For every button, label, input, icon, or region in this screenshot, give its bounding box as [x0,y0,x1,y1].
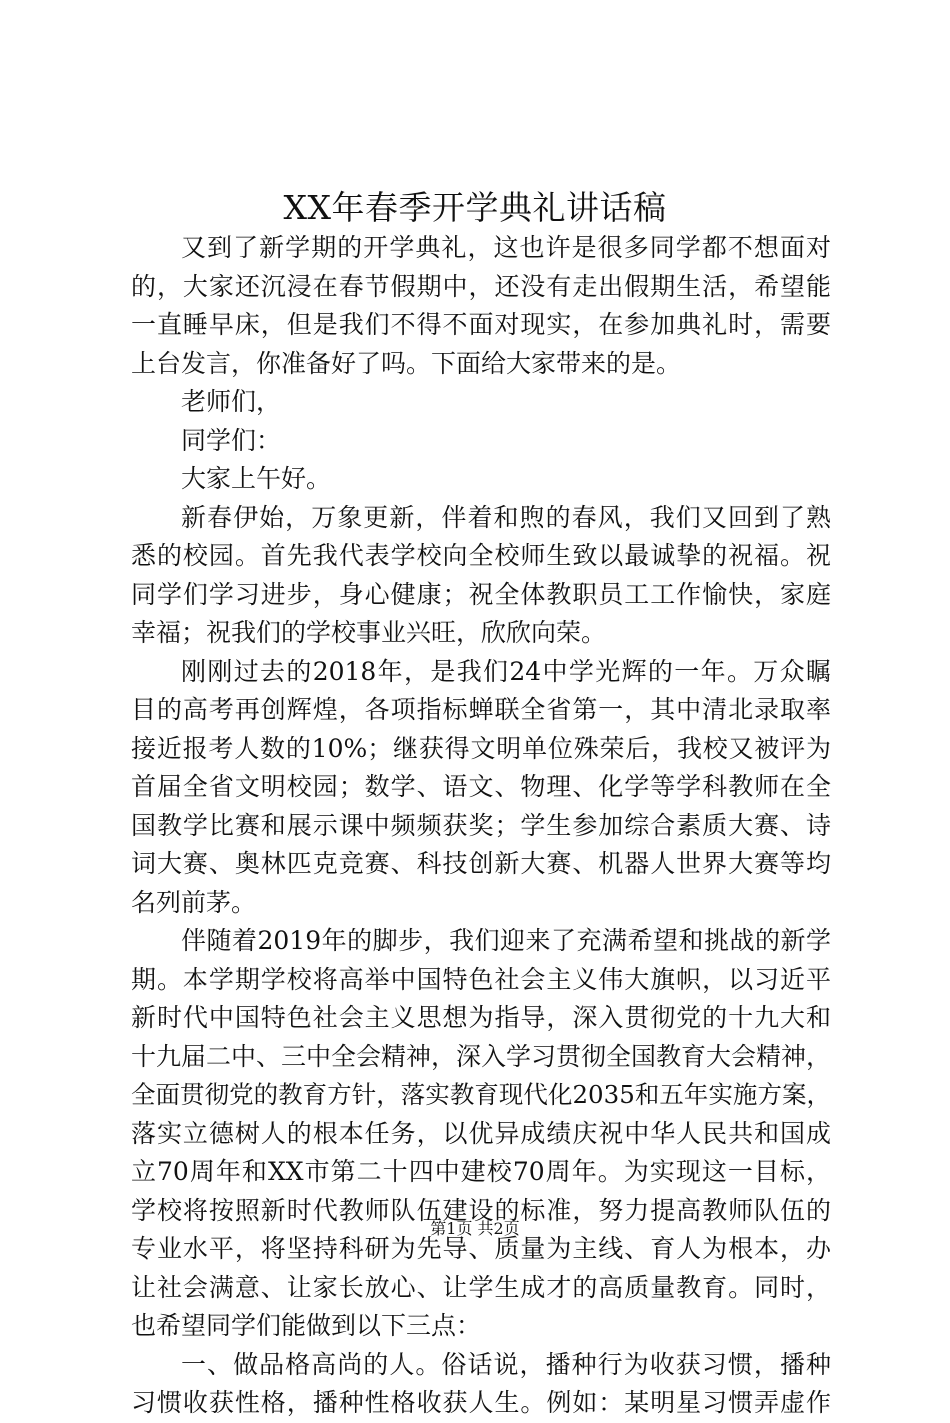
text-line: 又到了新学期的开学典礼，这也许是很多同学都不想面对 [181,233,831,262]
text-line: 习惯收获性格，播种性格收获人生。例如：某明星习惯弄虚作 [131,1388,831,1417]
text-line: 上台发言，你准备好了吗。下面给大家带来的是。 [131,348,682,378]
text-line: 大家上午好。 [181,464,332,493]
text-line: 十九届二中、三中全会精神，深入学习贯彻全国教育大会精神， [131,1041,832,1071]
page-footer: 第1页 共2页 [430,1219,520,1238]
text-line: 国教学比赛和展示课中频频获奖；学生参加综合素质大赛、诗 [131,810,831,840]
text-line: 首届全省文明校园；数学、语文、物理、化学等学科教师在全 [131,772,831,801]
text-line: 伴随着2019年的脚步，我们迎来了充满希望和挑战的新学 [181,926,831,955]
text-line: 也希望同学们能做到以下三点： [131,1311,482,1340]
text-line: 落实立德树人的根本任务，以优异成绩庆祝中华人民共和国成 [131,1118,831,1148]
text-line: 同学们： [181,425,282,455]
text-line: 专业水平，将坚持科研为先导、质量为主线、育人为根本，办 [131,1234,831,1263]
text-line: 老师们， [181,387,282,416]
text-line: 新时代中国特色社会主义思想为指导，深入贯彻党的十九大和 [131,1003,831,1032]
text-line: 同学们学习进步，身心健康；祝全体教职员工工作愉快，家庭 [131,579,831,609]
text-line: 接近报考人数的10%；继获得文明单位殊荣后，我校又被评为 [131,733,831,763]
text-line: 一、做品格高尚的人。俗话说，播种行为收获习惯，播种 [181,1349,831,1379]
text-line: 新春伊始，万象更新，伴着和煦的春风，我们又回到了熟 [181,502,831,532]
text-line: 学校将按照新时代教师队伍建设的标准，努力提高教师队伍的 [131,1195,831,1225]
text-line: 让社会满意、让家长放心、让学生成才的高质量教育。同时， [131,1272,831,1302]
text-line: 词大赛、奥林匹克竞赛、科技创新大赛、机器人世界大赛等均 [131,849,831,878]
text-line: 立70周年和XX市第二十四中建校70周年。为实现这一目标， [131,1157,831,1186]
document-body [131,229,831,1423]
text-line: 全面贯彻党的教育方针，落实教育现代化2035和五年实施方案， [131,1080,831,1109]
text-line: 名列前茅。 [131,887,257,917]
text-line: 一直睡早床，但是我们不得不面对现实，在参加典礼时，需要 [131,310,831,339]
text-line: 幸福；祝我们的学校事业兴旺，欣欣向荣。 [131,618,607,647]
text-line: 期。本学期学校将高举中国特色社会主义伟大旗帜，以习近平 [131,964,831,994]
text-line: 目的高考再创辉煌，各项指标蝉联全省第一，其中清北录取率 [131,695,831,724]
text-line: 的，大家还沉浸在春节假期中，还没有走出假期生活，希望能 [131,271,831,301]
text-line: 刚刚过去的2018年，是我们24中学光辉的一年。万众瞩 [181,656,831,686]
text-line: 悉的校园。首先我代表学校向全校师生致以最诚挚的祝福。祝 [131,541,831,570]
document-title: XX年春季开学典礼讲话稿 [283,188,667,227]
